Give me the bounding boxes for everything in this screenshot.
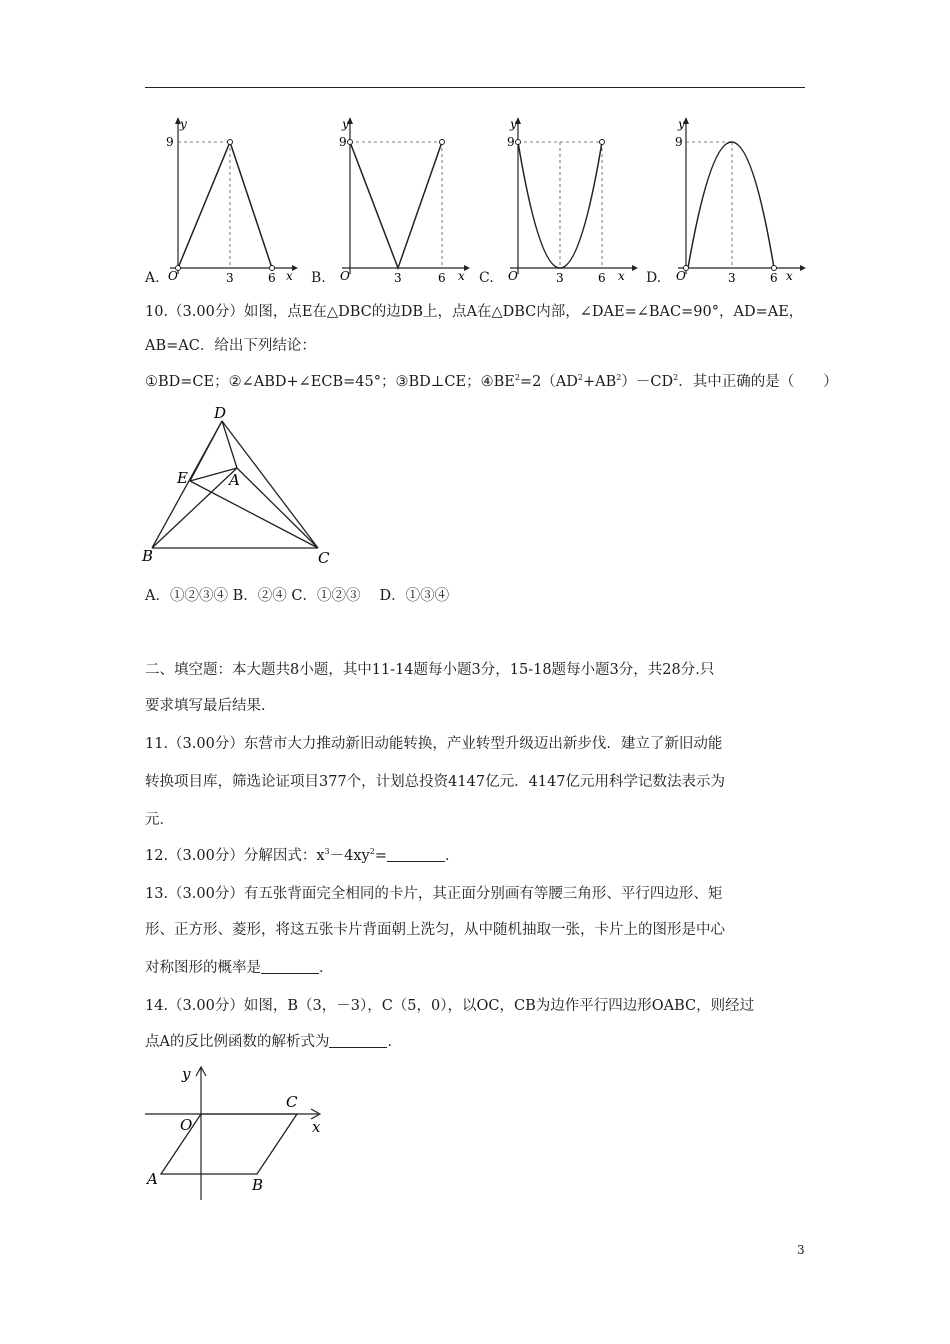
- x-tick-3: 3: [226, 271, 234, 282]
- q10-line-2: AB=AC．给出下列结论：: [145, 338, 316, 354]
- label-a: A: [147, 1170, 158, 1188]
- x-tick-6: 6: [770, 271, 778, 282]
- q12-line: 12.（3.00分）分解因式：$x^3-4xy^2=$ ．: [145, 847, 460, 864]
- y-axis-label: y: [180, 117, 187, 131]
- x-axis-label: x: [458, 269, 465, 282]
- x-tick-3: 3: [728, 271, 736, 282]
- origin-label: O: [508, 269, 518, 282]
- label-b: B: [142, 547, 154, 565]
- label-d: D: [214, 405, 227, 422]
- option-c-label: C.: [479, 270, 494, 286]
- x-tick-3: 3: [556, 271, 564, 282]
- y-axis-label: y: [678, 117, 685, 131]
- x-tick-6: 6: [438, 271, 446, 282]
- x-tick-3: 3: [394, 271, 402, 282]
- option-d-label: D.: [646, 270, 662, 286]
- label-c: C: [286, 1093, 298, 1111]
- q10-triangle-figure: [140, 405, 340, 570]
- y-axis-label: y: [342, 117, 349, 131]
- graph-option-b: [332, 112, 482, 282]
- section2-line-1: 二、填空题：本大题共8小题，其中11-14题每小题3分，15-18题每小题3分，共28分.只: [145, 662, 715, 678]
- answer-blank: [329, 1033, 387, 1048]
- q13-line-1: 13.（3.00分）有五张背面完全相同的卡片，其正面分别画有等腰三角形、平行四边形、矩: [145, 886, 723, 902]
- header-rule: [145, 87, 805, 88]
- q14-line-2: 点A的反比例函数的解析式为 ．: [145, 1034, 402, 1050]
- label-c: C: [318, 549, 330, 567]
- q11-line-2: 转换项目库，筛选论证项目377个，计划总投资4147亿元．4147亿元用科学记数法表示为: [145, 774, 725, 790]
- y-tick: 9: [339, 135, 347, 149]
- origin-label: O: [676, 269, 686, 282]
- y-tick: 9: [675, 135, 683, 149]
- option-a-label: A.: [145, 270, 160, 286]
- y-tick: 9: [507, 135, 515, 149]
- page-number: 3: [797, 1243, 805, 1257]
- q10-choices: A．①②③④ B．②④ C．①②③ D．①③④: [145, 588, 450, 604]
- y-tick: 9: [166, 135, 174, 149]
- x-tick-6: 6: [598, 271, 606, 282]
- option-b-label: B.: [311, 270, 326, 286]
- section2-line-2: 要求填写最后结果.: [145, 698, 266, 714]
- label-e: E: [177, 469, 188, 487]
- x-tick-6: 6: [268, 271, 276, 282]
- label-a: A: [229, 471, 240, 489]
- q10-line-3: ①BD=CE；②∠ABD+∠ECB=45°；③BD⊥CE；$④BE^2=2(AD^2+AB^2)-CD^2$．其中正确的是（ ）: [145, 373, 838, 390]
- answer-blank: [261, 959, 319, 974]
- x-axis-label: x: [286, 269, 293, 282]
- q13-line-3: 对称图形的概率是 ．: [145, 960, 334, 976]
- origin-label: O: [180, 1116, 193, 1134]
- y-axis-label: y: [182, 1065, 191, 1083]
- q14-line-1: 14.（3.00分）如图，B（3，－3），C（5，0），以OC，CB为边作平行四边形OABC，则经过: [145, 998, 755, 1014]
- x-axis-label: x: [618, 269, 625, 282]
- q11-line-1: 11.（3.00分）东营市大力推动新旧动能转换，产业转型升级迈出新步伐．建立了新旧动能: [145, 736, 723, 752]
- q13-line-2: 形、正方形、菱形，将这五张卡片背面朝上洗匀，从中随机抽取一张，卡片上的图形是中心: [145, 922, 725, 938]
- label-b: B: [252, 1176, 264, 1194]
- y-axis-label: y: [510, 117, 517, 131]
- q10-line-1: 10.（3.00分）如图，点E在△DBC的边DB上，点A在△DBC内部，∠DAE=∠BAC=90°，AD=AE，: [145, 304, 804, 320]
- q14-parallelogram-figure: [140, 1062, 340, 1207]
- origin-label: O: [168, 269, 178, 282]
- graph-option-c: [500, 112, 650, 282]
- graph-option-a: [160, 112, 310, 282]
- graph-option-d: [668, 112, 818, 282]
- origin-label: O: [340, 269, 350, 282]
- x-axis-label: x: [786, 269, 793, 282]
- x-axis-label: x: [312, 1118, 321, 1136]
- answer-blank: [387, 847, 445, 862]
- q11-line-3: 元．: [145, 812, 174, 828]
